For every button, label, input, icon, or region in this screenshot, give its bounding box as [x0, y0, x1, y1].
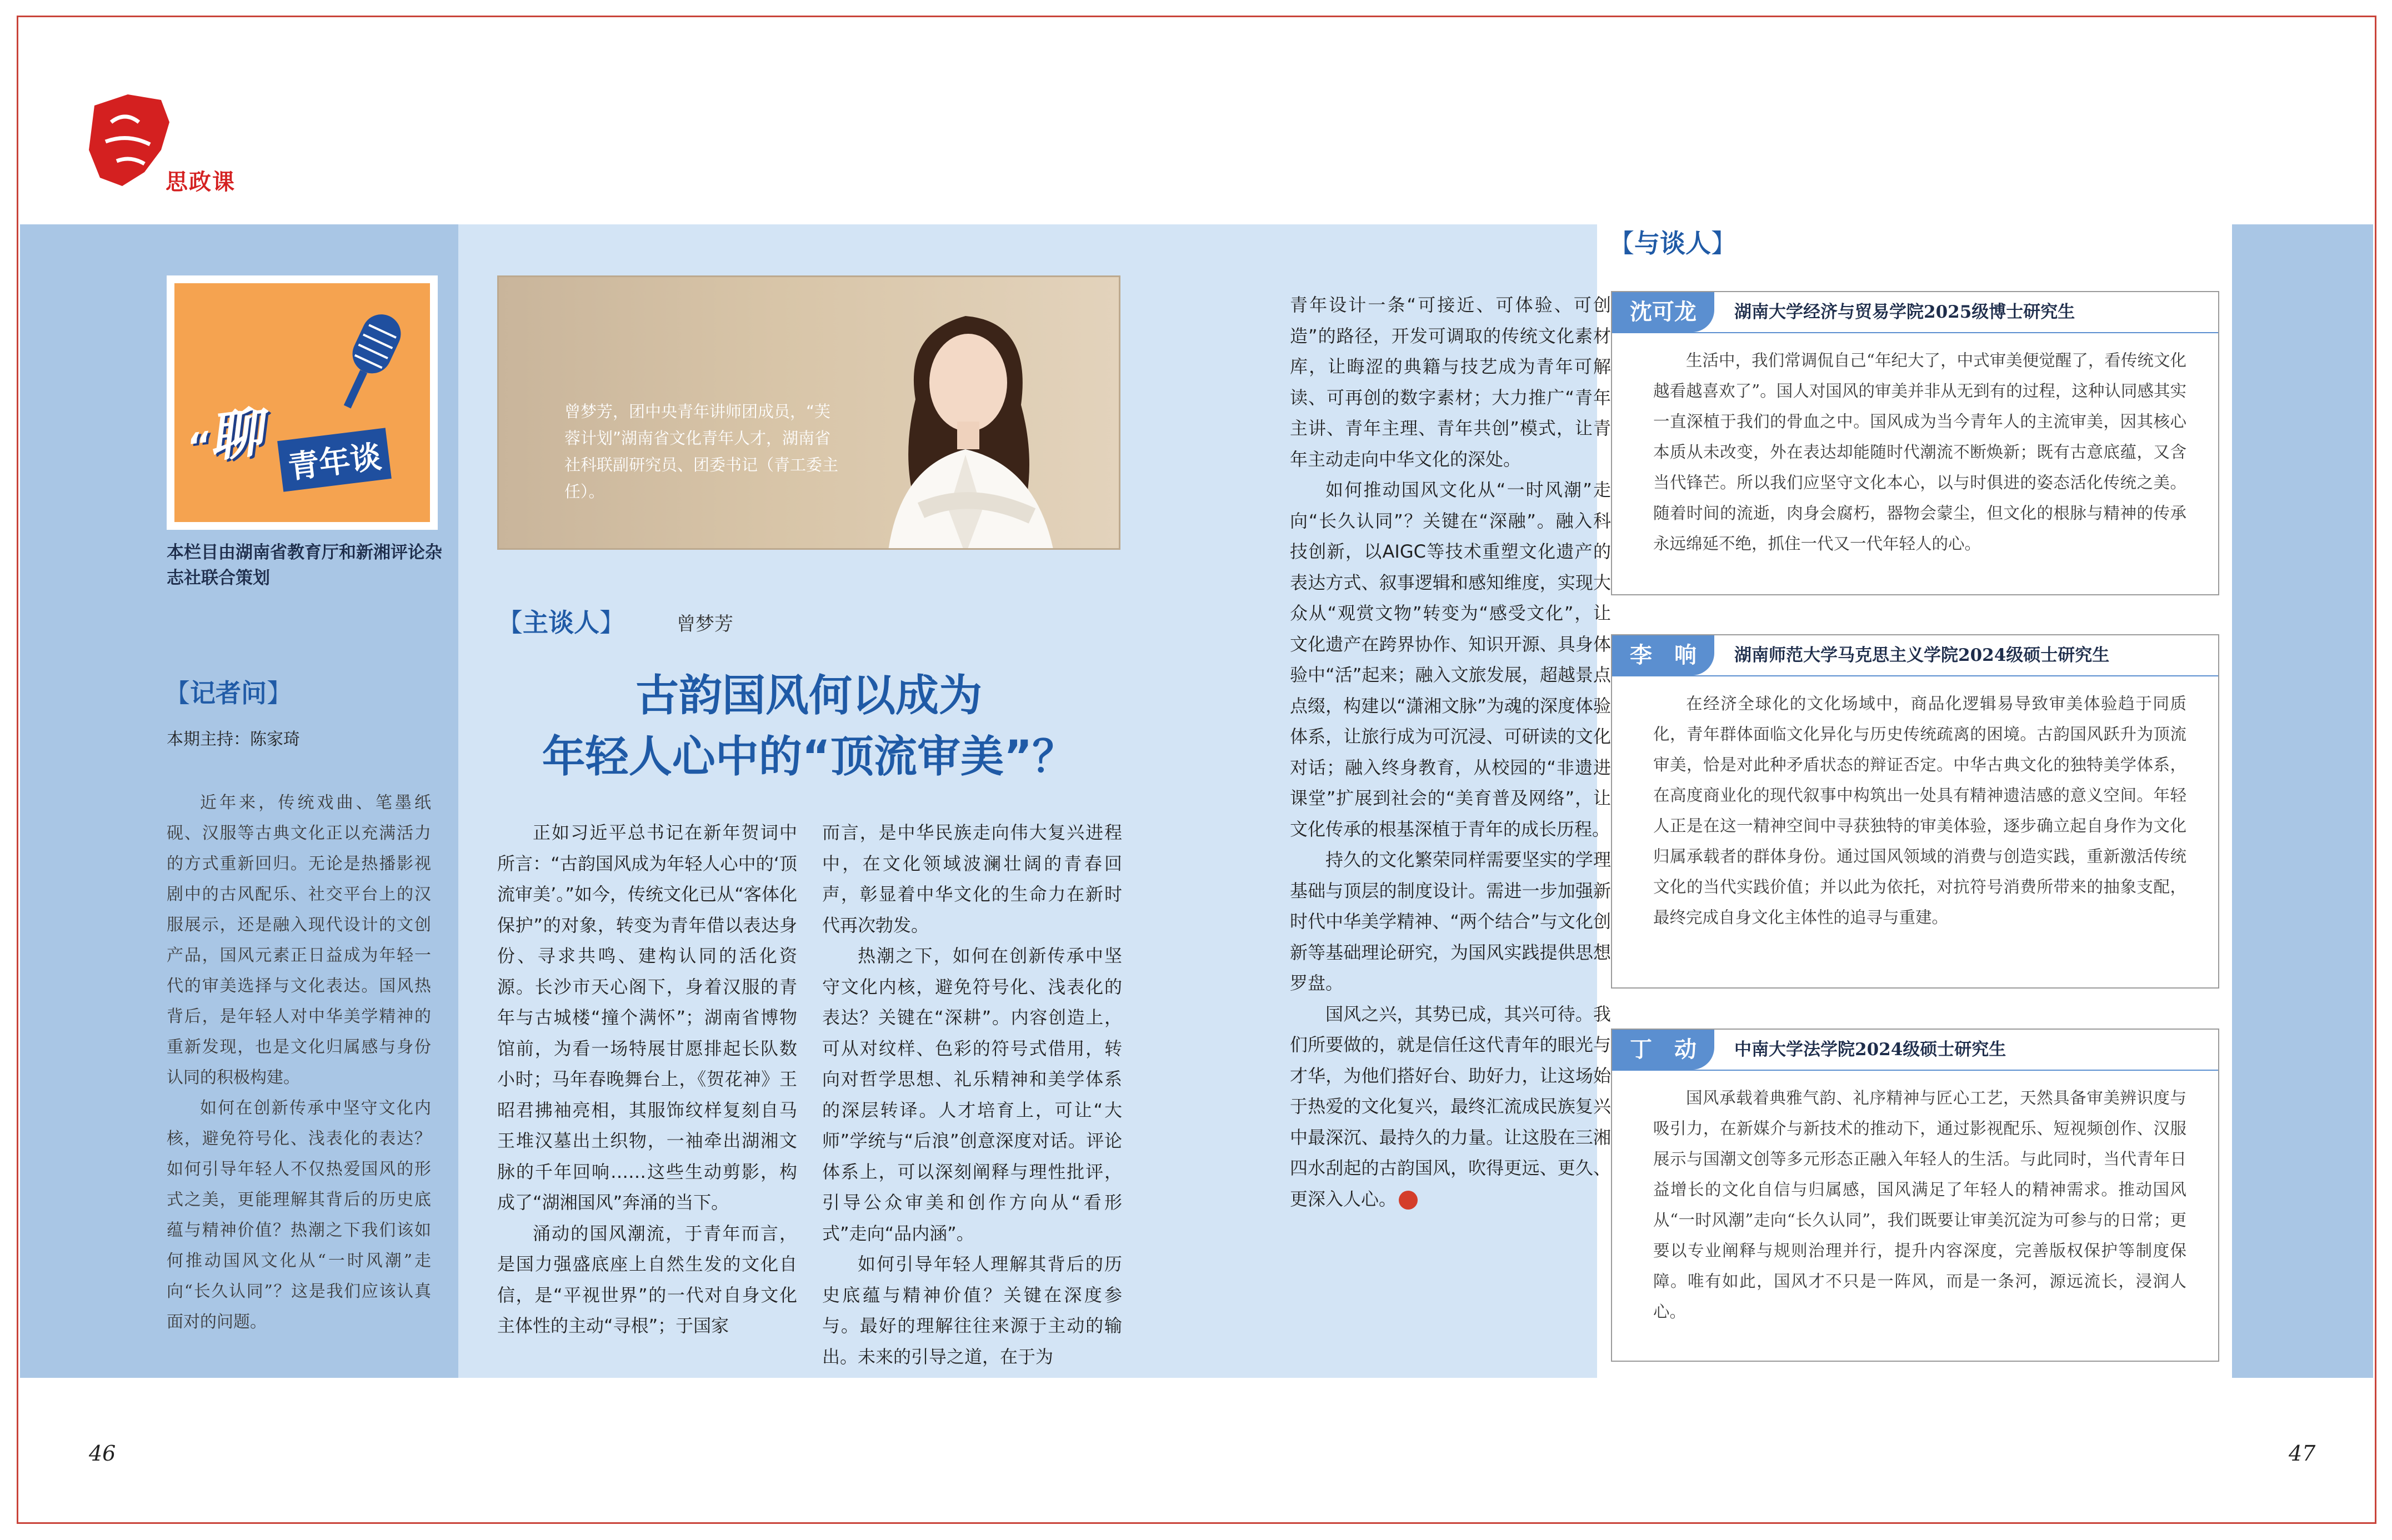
page-number-left: 46	[89, 1441, 116, 1466]
article-title-line1: 古韵国风何以成为	[635, 671, 982, 721]
section-logo-label: 思政课	[166, 169, 236, 195]
talker-name: 丁 动	[1612, 1030, 1714, 1070]
talker-affiliation: 中南大学法学院2024级硕士研究生	[1734, 1040, 2006, 1060]
speaker-portrait-icon	[854, 288, 1088, 550]
talker-affiliation: 湖南师范大学马克思主义学院2024级硕士研究生	[1734, 645, 2110, 665]
talker-affiliation: 湖南大学经济与贸易学院2025级博士研究生	[1734, 302, 2075, 322]
talker-box	[1611, 1029, 2219, 1362]
talker-name: 沈可龙	[1612, 292, 1714, 332]
talker-box	[1611, 634, 2219, 989]
page-number-right: 47	[2289, 1441, 2316, 1466]
end-mark-icon	[1399, 1191, 1418, 1210]
reporter-tag: 【记者问】	[164, 678, 292, 708]
main-speaker-tag: 【主谈人】	[497, 608, 625, 638]
paragraph: 正如习近平总书记在新年贺词中所言：“古韵国风成为年轻人心中的‘顶流审美’。”如今，传统文化已从“客体化保护”的对象，转变为青年借以表达身份、寻求共鸣、建构认同的活化资源。长沙市天心阁下，身着汉服的青年与古城楼“撞个满怀”；湖南省博物馆前，为看一场特展甘愿排起长队数小时；马年春晚舞台上，《贺花神》王昭君拂袖亮相，其服饰纹样复刻自马王堆汉墓出土织物，一袖牵出湖湘文脉的千年回响……这些生动剪影，构成了“湖湘国风”奔涌的当下。	[497, 822, 797, 1213]
speaker-photo	[497, 275, 1120, 550]
divider	[1612, 1070, 2218, 1071]
badge-title: “聊	[184, 401, 266, 469]
paragraph: 如何在创新传承中坚守文化内核，避免符号化、浅表化的表达？如何引导年轻人不仅热爱国风的形式之美，更能理解其背后的历史底蕴与精神价值？热潮之下我们该如何推动国风文化从“一时风潮”走向“长久认同”？这是我们应该认真面对的问题。	[167, 1098, 431, 1332]
talker-text: 生活中，我们常调侃自己“年纪大了，中式审美便觉醒了，看传统文化越看越喜欢了”。国人对国风的审美并非从无到有的过程，这种认同感其实一直深植于我们的骨血之中。国风成为当今青年人的主流审美，因其核心本质从未改变，外在表达却能随时代潮流不断焕新；既有古意底蕴，又含当代锋芒。所以我们应坚守文化本心，以与时俱进的姿态活化传统之美。随着时间的流逝，肉身会腐朽，器物会蒙尘，但文化的根脉与精神的传承永远绵延不绝，抓住一代又一代年轻人的心。	[1653, 351, 2186, 553]
article-column-3	[1290, 290, 1611, 1215]
paragraph: 青年设计一条“可接近、可体验、可创造”的路径，开发可调取的传统文化素材库，让晦涩的典籍与技艺成为青年可解读、可再创的数字素材；大力推广“青年主讲、青年主理、青年共创”模式，让青年主动走向中华文化的深处。	[1290, 294, 1611, 470]
right-blue-band	[2232, 224, 2373, 1378]
column-badge	[167, 275, 438, 530]
main-speaker-name: 曾梦芳	[677, 613, 733, 635]
reporter-question-text	[167, 787, 431, 1337]
article-title-line2: 年轻人心中的“顶流审美”？	[542, 732, 1076, 782]
divider	[1612, 675, 2218, 676]
paragraph: 国风之兴，其势已成，其兴可待。我们所要做的，就是信任这代青年的眼光与才华，为他们搭好台、助好力，让这场始于热爱的文化复兴，最终汇流成民族复兴中最深沉、最持久的力量。让这股在三湘四水刮起的古韵国风，吹得更远、更久、更深入人心。	[1290, 1003, 1611, 1210]
paragraph: 持久的文化繁荣同样需要坚实的学理基础与顶层的制度设计。需进一步加强新时代中华美学精神、“两个结合”与文化创新等基础理论研究，为国风实践提供思想罗盘。	[1290, 849, 1611, 994]
paragraph: 近年来，传统戏曲、笔墨纸砚、汉服等古典文化正以充满活力的方式重新回归。无论是热播影视剧中的古风配乐、社交平台上的汉服展示，还是融入现代设计的文创产品，国风元素正日益成为年轻一代的审美选择与文化表达。国风热背后，是年轻人对中华美学精神的重新发现，也是文化归属感与身份认同的积极构建。	[167, 793, 431, 1087]
talker-text: 国风承载着典雅气韵、礼序精神与匠心工艺，天然具备审美辨识度与吸引力，在新媒介与新技术的推动下，通过影视配乐、短视频创作、汉服展示与国潮文创等多元形态正融入年轻人的生活。与此同时，当代青年日益增长的文化自信与归属感，国风满足了年轻人的精神需求。推动国风从“一时风潮”走向“长久认同”，我们既要让审美沉淀为可参与的日常；更要以专业阐释与规则治理并行，提升内容深度，完善版权保护等制度保障。唯有如此，国风才不只是一阵风，而是一条河，源远流长，浸润人心。	[1653, 1088, 2186, 1321]
talker-text: 在经济全球化的文化场域中，商品化逻辑易导致审美体验趋于同质化，青年群体面临文化异化与历史传统疏离的困境。古韵国风跃升为顶流审美，恰是对此种矛盾状态的辩证否定。中华古典文化的独特美学体系，在高度商业化的现代叙事中构筑出一处具有精神遗洁感的意义空间。年轻人正是在这一精神空间中寻获独特的审美体验，逐步确立起自身作为文化归属承载者的群体身份。通过国风领域的消费与创造实践，重新激活传统文化的当代实践价值；并以此为依托，对抗符号消费所带来的抽象支配，最终完成自身文化主体性的追寻与重建。	[1653, 694, 2186, 927]
divider	[1612, 332, 2218, 333]
article-column-1	[497, 817, 797, 1342]
talker-name: 李 响	[1612, 635, 1714, 675]
paragraph: 如何推动国风文化从“一时风潮”走向“长久认同”？关键在“深融”。融入科技创新，以AIGC等技术重塑文化遗产的表达方式、叙事逻辑和感知维度，实现大众从“观赏文物”转变为“感受文化”，让文化遗产在跨界协作、知识开源、具身体验中“活”起来；融入文旅发展，超越景点点缀，构建以“潇湘文脉”为魂的深度体验体系，让旅行成为可沉浸、可研读的文化对话；融入终身教育，从校园的“非遗进课堂”扩展到社会的“美育普及网络”，让文化传承的根基深植于青年的成长历程。	[1290, 479, 1611, 840]
talkers-tag: 【与谈人】	[1609, 228, 1737, 258]
talker-box	[1611, 291, 2219, 595]
host-line: 本期主持：陈家琦	[167, 730, 300, 749]
paragraph: 如何引导年轻人理解其背后的历史底蕴与精神价值？关键在深度参与。最好的理解往往来源于主动的输出。未来的引导之道，在于为	[822, 1253, 1122, 1367]
paragraph: 而言，是中华民族走向伟大复兴进程中，在文化领域波澜壮阔的青春回声，彰显着中华文化的生命力在新时代再次勃发。	[822, 822, 1122, 936]
badge-subtitle: 青年谈	[277, 428, 392, 491]
article-column-2	[822, 817, 1122, 1372]
photo-caption: 曾梦芳，团中央青年讲师团成员，“芙蓉计划”湖南省文化青年人才，湖南省社科联副研究员、团委书记（青工委主任）。	[564, 402, 839, 501]
badge-background	[174, 283, 430, 522]
column-sponsor-note: 本栏目由湖南省教育厅和新湘评论杂志社联合策划	[167, 543, 442, 588]
paragraph: 热潮之下，如何在创新传承中坚守文化内核，避免符号化、浅表化的表达？关键在“深耕”。内容创造上，可从对纹样、色彩的符号式借用，转向对哲学思想、礼乐精神和美学体系的深层转译。人才培育上，可让“大师”学统与“后浪”创意深度对话。评论体系上，可以深刻阐释与理性批评，引导公众审美和创作方向从“看形式”走向“品内涵”。	[822, 945, 1122, 1244]
microphone-icon	[313, 305, 419, 428]
paragraph: 涌动的国风潮流，于青年而言，是国力强盛底座上自然生发的文化自信，是“平视世界”的一代对自身文化主体性的主动“寻根”；于国家	[497, 1222, 797, 1336]
